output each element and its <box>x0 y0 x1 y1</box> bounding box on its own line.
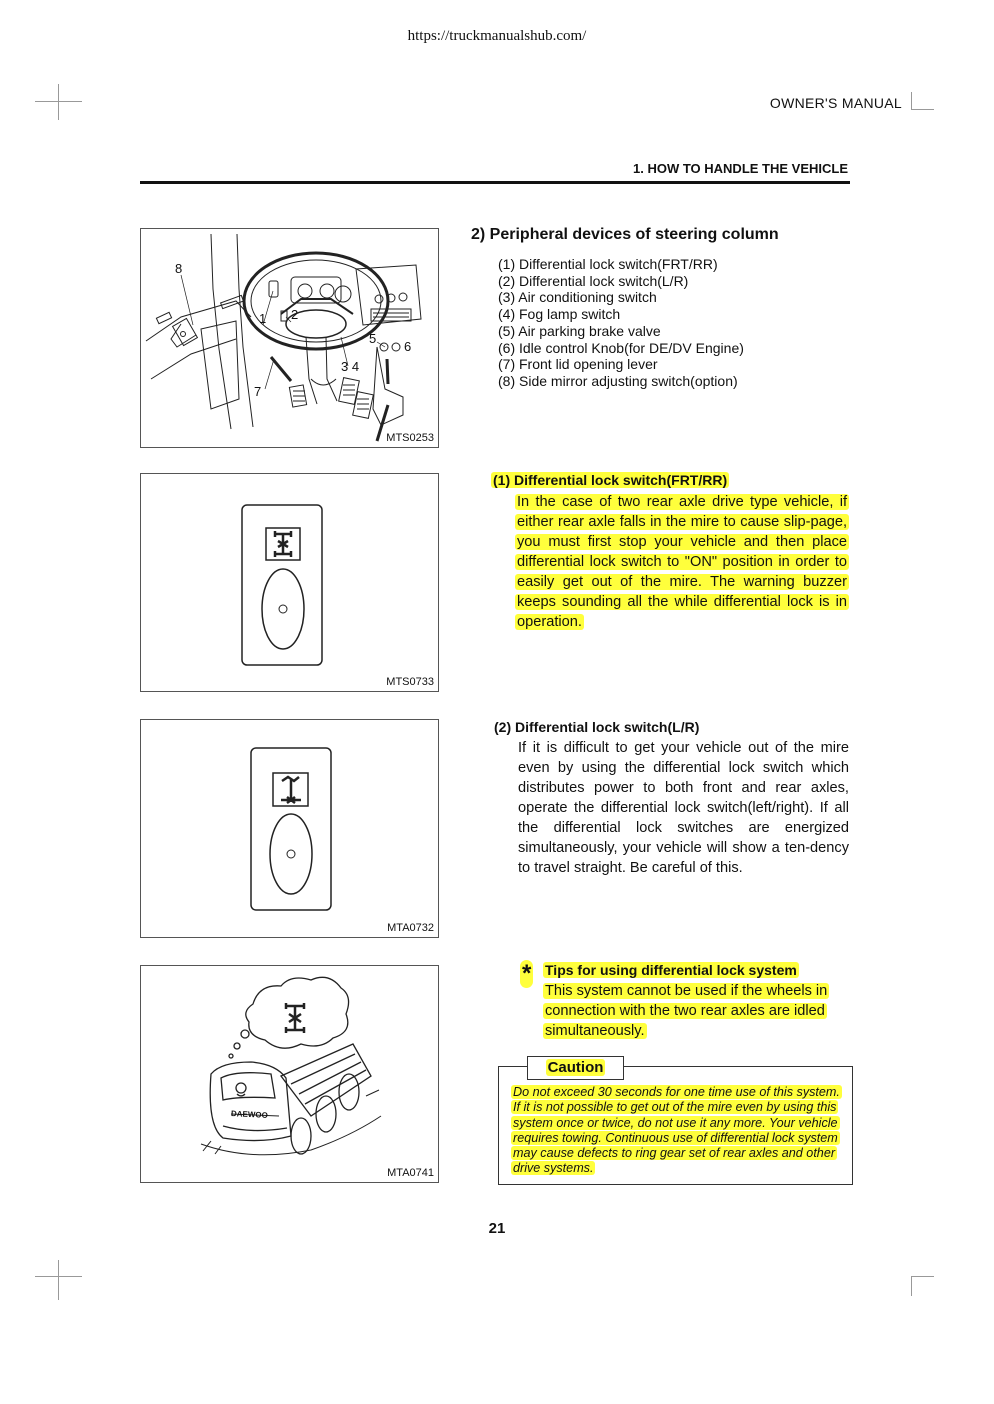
list-item: (7) Front lid opening lever <box>498 356 658 373</box>
list-item: (8) Side mirror adjusting switch(option) <box>498 372 738 389</box>
callout-7: 7 <box>254 384 262 399</box>
header-rule <box>140 181 850 184</box>
lr-text: If it is difficult to get your vehicle out of the mire even by using the differential lock switch which distributes power to both front and rear axles, operate the differential lock switch(left/right). If all the differential lock switches are energized simultaneously, your vehicle will show a ten-dency to travel straight. Be careful of this. <box>518 740 849 876</box>
tips-heading <box>543 962 799 978</box>
frt-rr-title: (1) Differential lock switch(FRT/RR) <box>493 472 728 488</box>
figure-truck-in-mire <box>140 965 439 1183</box>
lr-title: (2) Differential lock switch(L/R) <box>494 719 700 735</box>
lr-switch-illustration <box>141 720 438 937</box>
truck-in-mire-illustration <box>141 966 438 1182</box>
callout-8: 8 <box>175 261 183 276</box>
figure-code: MTA0741 <box>387 1167 434 1179</box>
tips-title: Tips for using differential lock system <box>545 962 797 978</box>
list-item: (5) Air parking brake valve <box>498 322 661 339</box>
frt-rr-heading <box>491 472 729 488</box>
peripheral-title: 2) Peripheral devices of steering column <box>471 226 779 243</box>
tips-marker: * <box>522 960 532 987</box>
list-item: (3) Air conditioning switch <box>498 289 657 306</box>
figure-lr-switch <box>140 719 439 938</box>
callout-6: 6 <box>404 339 412 354</box>
callout-5: 5 <box>369 331 377 346</box>
callout-2: 2 <box>291 307 299 322</box>
crop-mark <box>911 109 934 110</box>
frt-rr-body: In the case of two rear axle drive type vehicle, if either rear axle falls in the mire to cause slip-page, you must first stop your vehicle and then place differential lock switch to "ON" position in order to easily get out of the mire. The warning buzzer keeps sounding all the while differential lock is in operation. <box>517 494 847 630</box>
callout-1: 1 <box>259 311 267 326</box>
crop-mark <box>911 1276 934 1277</box>
crop-mark <box>911 92 912 110</box>
caution-label <box>527 1056 624 1080</box>
list-item: (6) Idle control Knob(for DE/DV Engine) <box>498 339 744 356</box>
list-item: (1) Differential lock switch(FRT/RR) <box>498 256 718 272</box>
steering-column-illustration <box>141 229 438 447</box>
list-item: (2) Differential lock switch(L/R) <box>498 272 689 289</box>
figure-code: MTS0253 <box>386 432 434 444</box>
peripheral-list <box>498 256 744 390</box>
tips-body: This system cannot be used if the wheels in connection with the two rear axles are idled simultaneously. <box>545 983 828 1039</box>
frt-rr-text <box>515 492 849 632</box>
section-title: 1. HOW TO HANDLE THE VEHICLE <box>633 161 848 176</box>
crop-mark <box>911 1276 912 1296</box>
list-item: (4) Fog lamp switch <box>498 306 621 323</box>
figure-code: MTS0733 <box>386 676 434 688</box>
caution-text <box>511 1085 846 1177</box>
tips-text <box>543 981 855 1041</box>
frt-rr-switch-illustration <box>141 474 438 691</box>
truck-brand-logo: DAEWOO <box>230 1109 269 1120</box>
source-url: https://truckmanualshub.com/ <box>407 28 587 44</box>
figure-steering-column <box>140 228 439 448</box>
callout-3-4: 3 4 <box>341 359 360 374</box>
figure-code: MTA0732 <box>387 922 434 934</box>
caution-body: Do not exceed 30 seconds for one time use of this system. If it is not possible to get out of the mire even by using this system once or twice, do not use it any more. Your vehicle requires towing. Continuous use of differential lock system may cause defects to ring gear set of rear axles and other drive systems. <box>513 1085 840 1176</box>
manual-title: OWNER'S MANUAL <box>769 95 902 111</box>
crop-mark <box>58 1260 59 1300</box>
figure-frt-rr-switch <box>140 473 439 692</box>
caution-label-text: Caution <box>547 1059 604 1076</box>
page-number: 21 <box>488 1220 506 1237</box>
crop-mark <box>58 84 59 120</box>
